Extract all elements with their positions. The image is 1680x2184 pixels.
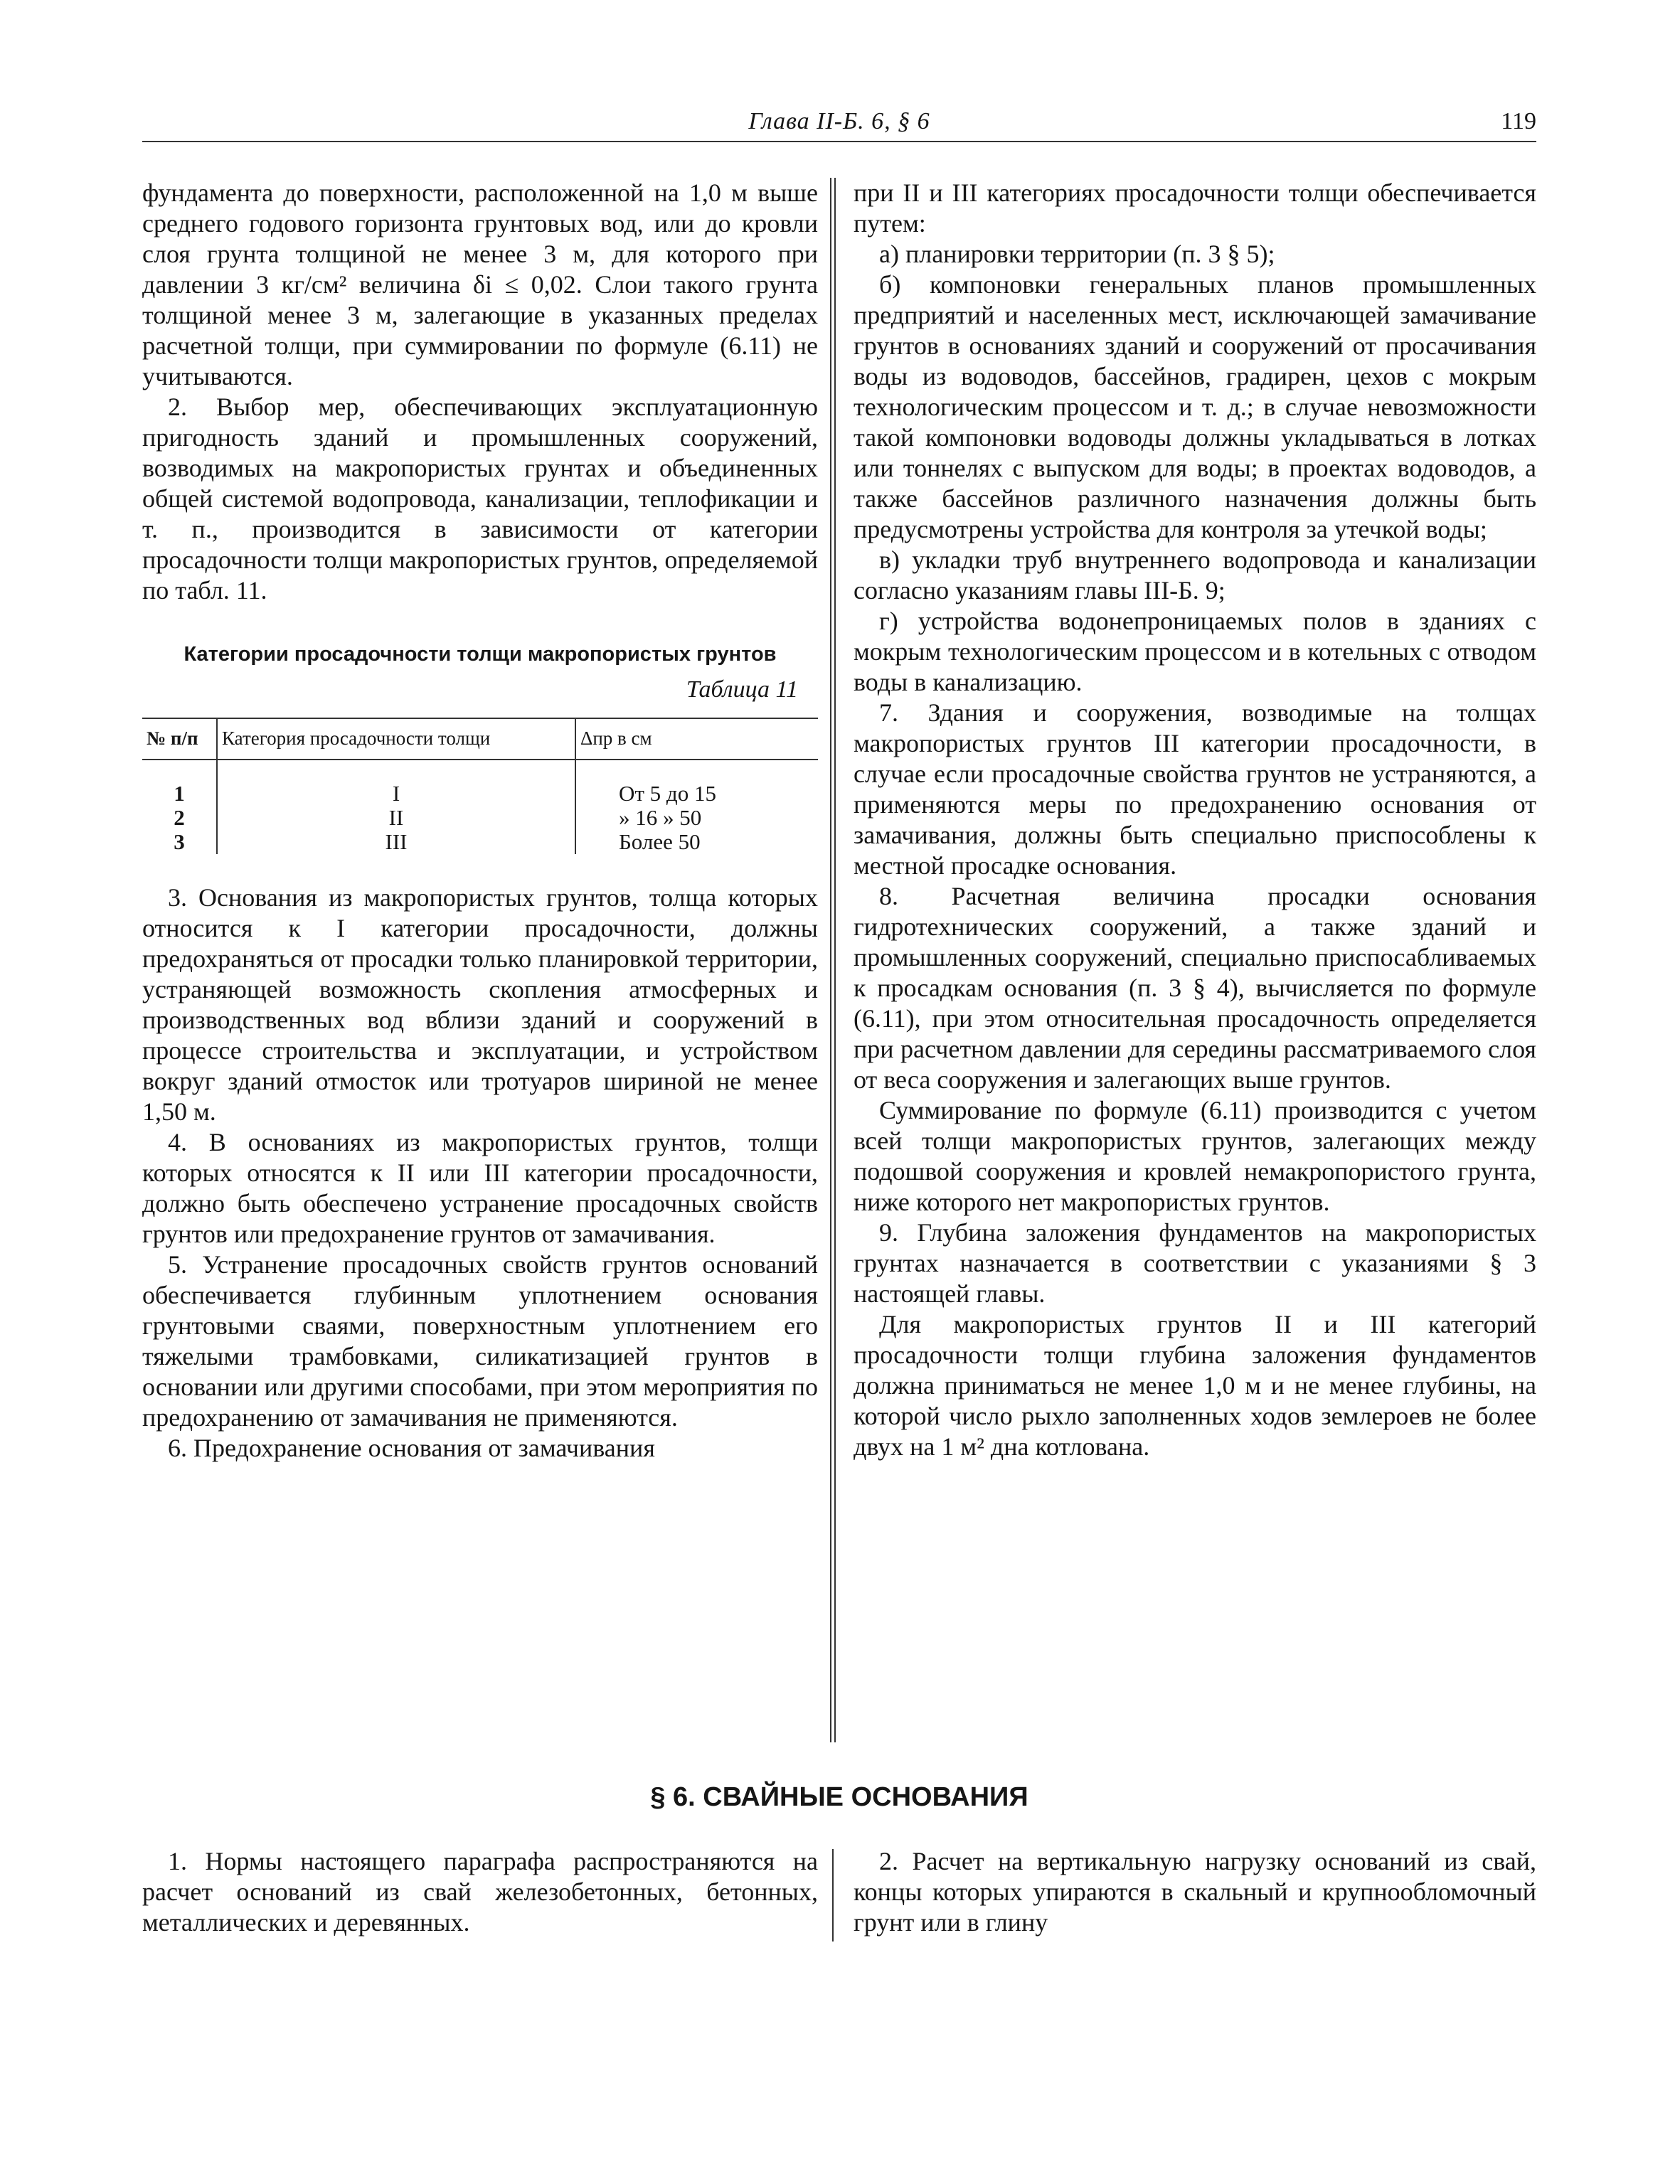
- table-cell-settlement: От 5 до 15: [619, 781, 716, 806]
- paragraph-3: 3. Основания из макропористых грунтов, толща которых относится к I категории просадочности, должны предохраняться от просадки только планировкой территории, устраняющей возможность скопления атмосферных и производственных вод вблизи зданий и сооружений в процессе строительства и эксплуатации, и устройством вокруг зданий отмосток или тротуаров шириной не менее 1,50 м.: [142, 883, 818, 1126]
- left-column: [142, 178, 818, 1464]
- section-left-column: [142, 1846, 818, 1938]
- page-header: [142, 108, 1536, 142]
- paragraph-6-continuation: при II и III категориях просадочности толщи обеспечивается путем:: [854, 179, 1536, 238]
- table-row: [142, 806, 818, 830]
- table-11: [142, 718, 818, 854]
- table-caption: Категории просадочности толщи макропористых грунтов: [184, 643, 777, 666]
- list-item-a: а) планировки территории (п. 3 § 5);: [879, 240, 1275, 268]
- column-divider-left-rule: [830, 178, 831, 1742]
- section-right-column: [854, 1846, 1536, 1938]
- section-column-divider: [832, 1849, 834, 1941]
- right-column: [854, 178, 1536, 1462]
- table-row: [142, 760, 818, 806]
- table-header-category: Категория просадочности толщи: [217, 718, 575, 760]
- table-cell-settlement: » 16 » 50: [619, 805, 702, 830]
- paragraph-8b: Суммирование по формуле (6.11) производится с учетом всей толщи макропористых грунтов, залегающих между подошвой сооружения и кровлей немакропористого грунта, ниже которого нет макропористых грунтов.: [854, 1096, 1536, 1216]
- table-cell-number: 3: [142, 830, 217, 854]
- paragraph-continuation: фундамента до поверхности, расположенной на 1,0 м выше среднего годового горизонта грунтовых вод, или до кровли слоя грунта толщиной не менее 3 м, для которого при давлении 3 кг/см² величина δi ≤ 0,02. Слои такого грунта толщиной менее 3 м, залегающие в указанных пределах расчетной толщи, при суммировании по формуле (6.11) не учитываются.: [142, 179, 818, 390]
- section-paragraph-1: 1. Нормы настоящего параграфа распространяются на расчет оснований из свай железобетонных, бетонных, металлических и деревянных.: [142, 1847, 818, 1937]
- paragraph-6: 6. Предохранение основания от замачивания: [168, 1434, 655, 1462]
- list-item-b: б) компоновки генеральных планов промышленных предприятий и населенных мест, исключающей замачивание грунтов в основаниях зданий и сооружений от просачивания воды из водоводов, бассейнов, градирен, цехов с мокрым технологическим процессом и т. д.; в случае невозможности такой компоновки водоводы должны укладываться в лотках или тоннелях с выпуском для воды; в проектах водоводов, а также бассейнов различного назначения должны быть предусмотрены устройства для контроля за утечкой воды;: [854, 270, 1536, 543]
- paragraph-9b: Для макропористых грунтов II и III категорий просадочности толщи глубина заложения фундаментов должна приниматься не менее 1,0 м и не менее глубины, на которой число рыхло заполненных ходов землероев не более двух на 1 м² дна котлована.: [854, 1310, 1536, 1461]
- table-cell-category: I: [217, 760, 575, 806]
- running-title: Глава II-Б. 6, § 6: [748, 108, 930, 134]
- section-paragraph-2: 2. Расчет на вертикальную нагрузку оснований из свай, концы которых упираются в скальный и крупнообломочный грунт или в глину: [854, 1847, 1536, 1937]
- table-cell-number: 1: [142, 760, 217, 806]
- paragraph-9: 9. Глубина заложения фундаментов на макропористых грунтах назначается в соответствии с указаниями § 3 настоящей главы.: [854, 1218, 1536, 1308]
- list-item-v: в) укладки труб внутреннего водопровода и канализации согласно указаниям главы III-Б. 9;: [854, 545, 1536, 604]
- page-number: 119: [1501, 108, 1536, 134]
- list-item-g: г) устройства водонепроницаемых полов в зданиях с мокрым технологическим процессом и в котельных с отводом воды в канализацию.: [854, 607, 1536, 696]
- table-header-number: № п/п: [142, 718, 217, 760]
- table-row: [142, 830, 818, 854]
- table-header-row: [142, 718, 818, 760]
- section-heading: § 6. СВАЙНЫЕ ОСНОВАНИЯ: [650, 1782, 1028, 1812]
- table-header-settlement: Δпр в см: [575, 718, 818, 760]
- column-divider-right-rule: [834, 178, 836, 1742]
- paragraph-4: 4. В основаниях из макропористых грунтов, толщи которых относятся к II или III категории просадочности, должно быть обеспечено устранение просадочных свойств грунтов или предохранение грунтов от замачивания.: [142, 1128, 818, 1248]
- table-cell-category: II: [217, 806, 575, 830]
- paragraph-2: 2. Выбор мер, обеспечивающих эксплуатационную пригодность зданий и промышленных сооружений, возводимых на макропористых грунтах и объединенных общей системой водопровода, канализации, теплофикации и т. п., производится в зависимости от категории просадочности толщи макропористых грунтов, определяемой по табл. 11.: [142, 393, 818, 604]
- paragraph-8: 8. Расчетная величина просадки основания гидротехнических сооружений, а также зданий и промышленных сооружений, специально приспосабливаемых к просадкам основания (п. 3 § 4), вычисляется по формуле (6.11), при этом относительная просадочность определяется при расчетном давлении для середины рассматриваемого слоя от веса сооружения и залегающих выше грунтов.: [854, 882, 1536, 1094]
- table-cell-settlement: Более 50: [619, 829, 701, 854]
- table-cell-category: III: [217, 830, 575, 854]
- paragraph-5: 5. Устранение просадочных свойств грунтов оснований обеспечивается глубинным уплотнением основания грунтовыми сваями, поверхностным уплотнением его тяжелыми трамбовками, силикатизацией грунтов в основании или другими способами, при этом мероприятия по предохранению от замачивания не применяются.: [142, 1250, 818, 1432]
- table-cell-number: 2: [142, 806, 217, 830]
- table-number: Таблица 11: [686, 676, 798, 703]
- paragraph-7: 7. Здания и сооружения, возводимые на толщах макропористых грунтов III категории просадочности, в случае если просадочные свойства грунтов не устраняются, а применяются меры по предохранению основания от замачивания, должны быть специально приспособлены к местной просадке основания.: [854, 698, 1536, 880]
